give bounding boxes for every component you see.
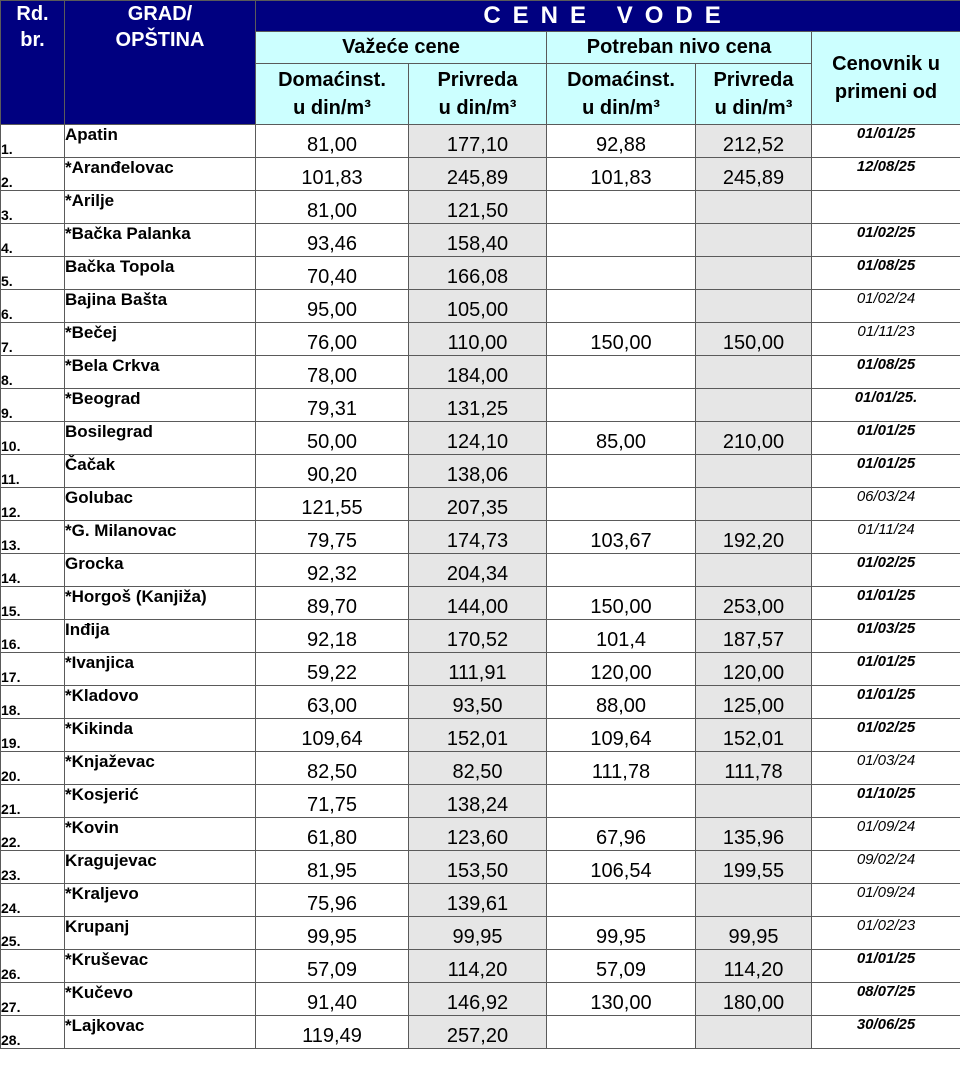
required-household-price-cell [547, 785, 696, 818]
price-list-date-cell: 01/02/25 [812, 719, 960, 752]
current-household-price-cell: 59,22 [256, 653, 409, 686]
price-list-date-cell: 01/11/24 [812, 521, 960, 554]
city-cell: *Lajkovac [65, 1016, 256, 1049]
city-cell: *Kosjerić [65, 785, 256, 818]
required-business-price-cell: 99,95 [696, 917, 812, 950]
current-household-price-cell: 101,83 [256, 158, 409, 191]
current-household-price-cell: 91,40 [256, 983, 409, 1016]
current-household-price-cell: 90,20 [256, 455, 409, 488]
current-business-price-cell: 138,06 [409, 455, 547, 488]
current-business-price-cell: 170,52 [409, 620, 547, 653]
current-business-price-cell: 257,20 [409, 1016, 547, 1049]
current-household-price-cell: 81,95 [256, 851, 409, 884]
city-cell: *Beograd [65, 389, 256, 422]
price-list-date-cell: 01/09/24 [812, 884, 960, 917]
current-business-header: Privreda u din/m³ [409, 64, 547, 125]
current-household-price-cell: 119,49 [256, 1016, 409, 1049]
required-business-price-cell [696, 257, 812, 290]
table-row [1, 356, 960, 389]
required-business-price-cell: 245,89 [696, 158, 812, 191]
required-business-price-cell [696, 455, 812, 488]
current-business-price-cell: 99,95 [409, 917, 547, 950]
required-business-price-cell [696, 224, 812, 257]
row-number-cell: 27. [1, 983, 65, 1016]
price-list-date-cell: 09/02/24 [812, 851, 960, 884]
required-business-price-cell [696, 785, 812, 818]
current-business-price-cell: 177,10 [409, 125, 547, 158]
city-cell: *Horgoš (Kanjiža) [65, 587, 256, 620]
city-cell: *Kruševac [65, 950, 256, 983]
current-household-price-cell: 121,55 [256, 488, 409, 521]
table-row [1, 917, 960, 950]
current-household-price-cell: 99,95 [256, 917, 409, 950]
required-household-price-cell: 57,09 [547, 950, 696, 983]
city-header: GRAD/ OPŠTINA [65, 1, 256, 125]
required-business-price-cell: 212,52 [696, 125, 812, 158]
required-business-price-cell [696, 191, 812, 224]
table-row [1, 224, 960, 257]
row-number-cell: 19. [1, 719, 65, 752]
table-row [1, 1016, 960, 1049]
city-cell: *Bačka Palanka [65, 224, 256, 257]
city-cell: *Ivanjica [65, 653, 256, 686]
current-business-price-cell: 124,10 [409, 422, 547, 455]
current-household-price-cell: 82,50 [256, 752, 409, 785]
current-household-price-cell: 109,64 [256, 719, 409, 752]
current-business-price-cell: 152,01 [409, 719, 547, 752]
current-household-price-cell: 89,70 [256, 587, 409, 620]
required-business-price-cell: 152,01 [696, 719, 812, 752]
table-row [1, 950, 960, 983]
price-list-date-cell: 01/01/25 [812, 950, 960, 983]
price-list-date-cell: 01/02/24 [812, 290, 960, 323]
table-row [1, 323, 960, 356]
current-business-price-cell: 245,89 [409, 158, 547, 191]
required-household-price-cell: 88,00 [547, 686, 696, 719]
price-list-date-cell: 08/07/25 [812, 983, 960, 1016]
required-household-price-cell: 150,00 [547, 587, 696, 620]
table-row [1, 422, 960, 455]
city-cell: Kragujevac [65, 851, 256, 884]
required-business-price-cell: 111,78 [696, 752, 812, 785]
price-list-date-cell: 01/08/25 [812, 257, 960, 290]
city-cell: *Bela Crkva [65, 356, 256, 389]
city-cell: Inđija [65, 620, 256, 653]
city-cell: *Arilje [65, 191, 256, 224]
current-household-price-cell: 50,00 [256, 422, 409, 455]
city-cell: *G. Milanovac [65, 521, 256, 554]
required-household-price-cell: 103,67 [547, 521, 696, 554]
current-household-price-cell: 79,31 [256, 389, 409, 422]
required-household-price-cell [547, 455, 696, 488]
row-number-cell: 14. [1, 554, 65, 587]
required-business-header: Privreda u din/m³ [696, 64, 812, 125]
required-household-price-cell [547, 191, 696, 224]
row-number-cell: 4. [1, 224, 65, 257]
price-list-date-cell: 01/03/25 [812, 620, 960, 653]
current-household-price-cell: 57,09 [256, 950, 409, 983]
required-business-price-cell [696, 1016, 812, 1049]
row-number-cell: 13. [1, 521, 65, 554]
required-household-price-cell [547, 1016, 696, 1049]
current-household-price-cell: 63,00 [256, 686, 409, 719]
required-business-price-cell: 253,00 [696, 587, 812, 620]
required-household-price-cell: 101,83 [547, 158, 696, 191]
required-household-price-cell: 106,54 [547, 851, 696, 884]
current-business-price-cell: 184,00 [409, 356, 547, 389]
table-row [1, 257, 960, 290]
price-list-date-cell: 01/02/23 [812, 917, 960, 950]
price-list-date-header: Cenovnik u primeni od [812, 32, 960, 125]
required-household-price-cell [547, 257, 696, 290]
required-business-price-cell: 114,20 [696, 950, 812, 983]
current-business-price-cell: 110,00 [409, 323, 547, 356]
current-business-price-cell: 166,08 [409, 257, 547, 290]
row-number-cell: 25. [1, 917, 65, 950]
current-household-price-cell: 93,46 [256, 224, 409, 257]
row-number-cell: 17. [1, 653, 65, 686]
table-row [1, 158, 960, 191]
table-row [1, 983, 960, 1016]
city-cell: *Kovin [65, 818, 256, 851]
table-row [1, 851, 960, 884]
required-household-price-cell [547, 389, 696, 422]
required-business-price-cell [696, 290, 812, 323]
current-business-price-cell: 114,20 [409, 950, 547, 983]
price-list-date-cell: 01/11/23 [812, 323, 960, 356]
row-number-cell: 26. [1, 950, 65, 983]
city-cell: Golubac [65, 488, 256, 521]
current-household-price-cell: 81,00 [256, 191, 409, 224]
required-household-price-cell: 130,00 [547, 983, 696, 1016]
row-number-cell: 7. [1, 323, 65, 356]
price-list-date-cell: 01/02/25 [812, 224, 960, 257]
table-row [1, 752, 960, 785]
current-business-price-cell: 138,24 [409, 785, 547, 818]
row-number-cell: 15. [1, 587, 65, 620]
row-number-cell: 2. [1, 158, 65, 191]
row-number-cell: 21. [1, 785, 65, 818]
required-business-price-cell: 120,00 [696, 653, 812, 686]
required-household-price-cell: 111,78 [547, 752, 696, 785]
current-business-price-cell: 146,92 [409, 983, 547, 1016]
required-household-header: Domaćinst. u din/m³ [547, 64, 696, 125]
table-row [1, 488, 960, 521]
city-cell: *Aranđelovac [65, 158, 256, 191]
price-list-date-cell: 01/01/25 [812, 125, 960, 158]
price-list-date-cell: 30/06/25 [812, 1016, 960, 1049]
city-cell: Čačak [65, 455, 256, 488]
price-list-date-cell: 01/01/25 [812, 587, 960, 620]
row-number-cell: 23. [1, 851, 65, 884]
required-business-price-cell: 135,96 [696, 818, 812, 851]
current-household-price-cell: 70,40 [256, 257, 409, 290]
city-cell: *Kladovo [65, 686, 256, 719]
price-list-date-cell: 01/08/25 [812, 356, 960, 389]
required-household-price-cell: 85,00 [547, 422, 696, 455]
current-household-price-cell: 92,32 [256, 554, 409, 587]
required-household-price-cell [547, 554, 696, 587]
city-cell: Bačka Topola [65, 257, 256, 290]
price-list-date-cell: 01/01/25 [812, 455, 960, 488]
current-business-price-cell: 139,61 [409, 884, 547, 917]
row-number-cell: 24. [1, 884, 65, 917]
required-business-price-cell [696, 488, 812, 521]
table-body [1, 125, 960, 1049]
required-business-price-cell [696, 554, 812, 587]
price-list-date-cell: 01/02/25 [812, 554, 960, 587]
city-cell: *Kraljevo [65, 884, 256, 917]
required-business-price-cell [696, 389, 812, 422]
row-number-cell: 28. [1, 1016, 65, 1049]
current-household-price-cell: 71,75 [256, 785, 409, 818]
current-household-price-cell: 75,96 [256, 884, 409, 917]
row-number-cell: 11. [1, 455, 65, 488]
row-number-cell: 22. [1, 818, 65, 851]
row-number-cell: 12. [1, 488, 65, 521]
city-cell: Krupanj [65, 917, 256, 950]
current-business-price-cell: 93,50 [409, 686, 547, 719]
current-household-price-cell: 95,00 [256, 290, 409, 323]
price-list-date-cell: 01/10/25 [812, 785, 960, 818]
required-business-price-cell: 125,00 [696, 686, 812, 719]
current-business-price-cell: 144,00 [409, 587, 547, 620]
price-list-date-cell [812, 191, 960, 224]
current-household-price-cell: 92,18 [256, 620, 409, 653]
row-number-cell: 20. [1, 752, 65, 785]
required-business-price-cell: 187,57 [696, 620, 812, 653]
row-number-cell: 9. [1, 389, 65, 422]
required-prices-header: Potreban nivo cena [547, 32, 812, 64]
required-household-price-cell [547, 488, 696, 521]
current-business-price-cell: 174,73 [409, 521, 547, 554]
required-household-price-cell: 109,64 [547, 719, 696, 752]
current-household-price-cell: 61,80 [256, 818, 409, 851]
current-household-price-cell: 78,00 [256, 356, 409, 389]
price-list-date-cell: 01/09/24 [812, 818, 960, 851]
table-title: CENE VODE [256, 1, 960, 32]
table-row [1, 818, 960, 851]
table-row [1, 290, 960, 323]
current-business-price-cell: 158,40 [409, 224, 547, 257]
table-row [1, 389, 960, 422]
required-household-price-cell: 67,96 [547, 818, 696, 851]
table-row [1, 785, 960, 818]
current-business-price-cell: 123,60 [409, 818, 547, 851]
city-cell: *Kikinda [65, 719, 256, 752]
current-business-price-cell: 105,00 [409, 290, 547, 323]
price-list-date-cell: 01/01/25 [812, 686, 960, 719]
row-number-header: Rd. br. [1, 1, 65, 125]
row-number-cell: 10. [1, 422, 65, 455]
required-business-price-cell: 180,00 [696, 983, 812, 1016]
row-number-cell: 3. [1, 191, 65, 224]
required-household-price-cell [547, 884, 696, 917]
current-business-price-cell: 121,50 [409, 191, 547, 224]
required-business-price-cell: 150,00 [696, 323, 812, 356]
required-household-price-cell [547, 356, 696, 389]
table-row [1, 554, 960, 587]
price-list-date-cell: 01/01/25. [812, 389, 960, 422]
price-list-date-cell: 01/01/25 [812, 422, 960, 455]
current-household-price-cell: 81,00 [256, 125, 409, 158]
city-cell: *Knjaževac [65, 752, 256, 785]
row-number-cell: 8. [1, 356, 65, 389]
required-household-price-cell: 150,00 [547, 323, 696, 356]
city-cell: Bajina Bašta [65, 290, 256, 323]
current-business-price-cell: 131,25 [409, 389, 547, 422]
current-household-price-cell: 79,75 [256, 521, 409, 554]
current-business-price-cell: 153,50 [409, 851, 547, 884]
price-list-date-cell: 01/03/24 [812, 752, 960, 785]
current-household-header: Domaćinst. u din/m³ [256, 64, 409, 125]
required-business-price-cell: 192,20 [696, 521, 812, 554]
required-household-price-cell: 92,88 [547, 125, 696, 158]
city-cell: Bosilegrad [65, 422, 256, 455]
city-cell: *Bečej [65, 323, 256, 356]
city-cell: *Kučevo [65, 983, 256, 1016]
table-row [1, 521, 960, 554]
required-business-price-cell [696, 356, 812, 389]
city-cell: Grocka [65, 554, 256, 587]
row-number-cell: 5. [1, 257, 65, 290]
table-row [1, 884, 960, 917]
current-business-price-cell: 204,34 [409, 554, 547, 587]
required-business-price-cell: 199,55 [696, 851, 812, 884]
current-business-price-cell: 207,35 [409, 488, 547, 521]
table-row [1, 686, 960, 719]
required-household-price-cell [547, 290, 696, 323]
table-row [1, 719, 960, 752]
current-household-price-cell: 76,00 [256, 323, 409, 356]
table-row [1, 125, 960, 158]
price-list-date-cell: 06/03/24 [812, 488, 960, 521]
current-business-price-cell: 82,50 [409, 752, 547, 785]
required-household-price-cell: 120,00 [547, 653, 696, 686]
table-row [1, 455, 960, 488]
current-business-price-cell: 111,91 [409, 653, 547, 686]
row-number-cell: 1. [1, 125, 65, 158]
row-number-cell: 16. [1, 620, 65, 653]
required-household-price-cell [547, 224, 696, 257]
table-row [1, 620, 960, 653]
required-household-price-cell: 99,95 [547, 917, 696, 950]
required-household-price-cell: 101,4 [547, 620, 696, 653]
price-list-date-cell: 01/01/25 [812, 653, 960, 686]
row-number-cell: 6. [1, 290, 65, 323]
current-prices-header: Važeće cene [256, 32, 547, 64]
table-row [1, 653, 960, 686]
city-cell: Apatin [65, 125, 256, 158]
table-row [1, 587, 960, 620]
required-business-price-cell [696, 884, 812, 917]
row-number-cell: 18. [1, 686, 65, 719]
price-list-date-cell: 12/08/25 [812, 158, 960, 191]
table-row [1, 191, 960, 224]
required-business-price-cell: 210,00 [696, 422, 812, 455]
